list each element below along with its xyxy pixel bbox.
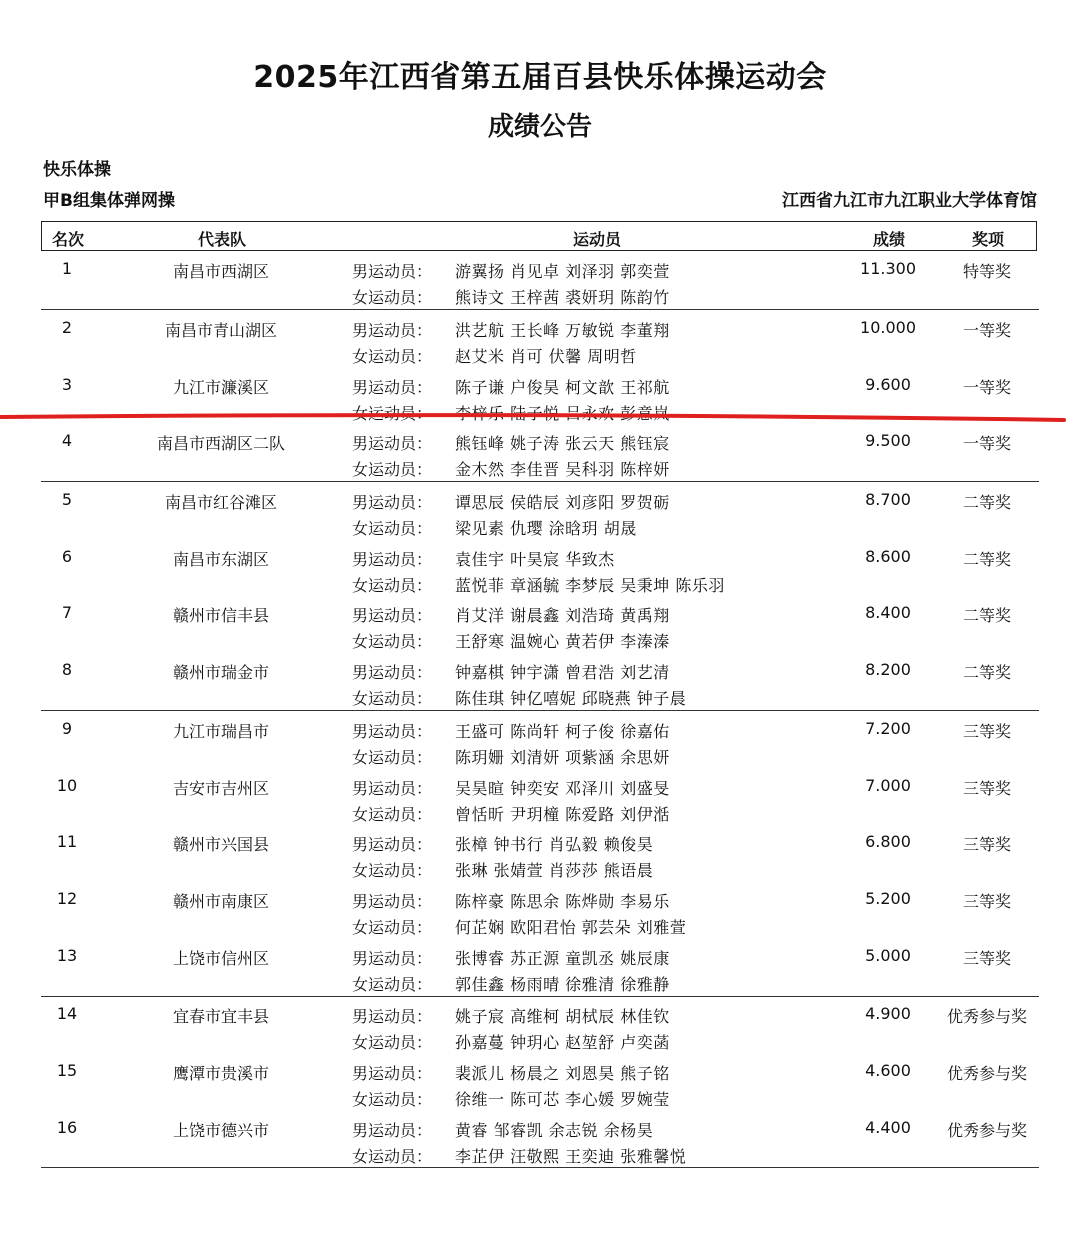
table-row [41,431,1039,487]
male-label: 男运动员： [352,262,433,281]
male-athletes: 陈子谦 户俊昊 柯文歆 王祁航 [455,378,670,397]
female-athletes: 金木然 李佳晋 吴科羽 陈梓妍 [455,460,670,479]
award-cell: 三等奖 [962,722,1012,741]
table-row [41,375,1039,431]
award-cell: 优秀参与奖 [946,1007,1028,1026]
award-cell: 二等奖 [962,550,1012,569]
female-athletes: 赵艾米 肖可 伏馨 周明哲 [455,347,637,366]
male-athletes: 王盛可 陈尚轩 柯子俊 徐嘉佑 [455,722,670,741]
female-label: 女运动员： [352,975,433,994]
table-row [41,490,1039,546]
header-team: 代表队 [197,230,247,249]
female-label: 女运动员： [352,1090,433,1109]
female-athletes: 李芷伊 汪敬熙 王奕迪 张雅馨悦 [455,1147,687,1166]
male-label: 男运动员： [352,779,433,798]
male-label: 男运动员： [352,663,433,682]
male-label: 男运动员： [352,378,433,397]
score-cell: 4.600 [865,1061,911,1080]
female-label: 女运动员： [352,1033,433,1052]
score-cell: 5.000 [865,946,911,965]
score-cell: 4.900 [865,1004,911,1023]
score-cell: 7.000 [865,776,911,795]
score-cell: 8.700 [865,490,911,509]
male-label: 男运动员： [352,493,433,512]
female-label: 女运动员： [352,805,433,824]
venue-name: 江西省九江市九江职业大学体育馆 [782,191,1037,211]
award-cell: 一等奖 [962,378,1012,397]
team-cell: 南昌市西湖区 [172,262,270,281]
female-athletes: 孙嘉蔓 钟玥心 赵堃舒 卢奕菡 [455,1033,670,1052]
female-athletes: 张琳 张婧萱 肖莎莎 熊语晨 [455,861,654,880]
event-name: 快乐体操 [43,160,111,180]
table-row [41,719,1039,775]
team-cell: 赣州市信丰县 [172,606,270,625]
rank-cell: 11 [56,832,78,851]
header-athletes: 运动员 [572,230,622,249]
rank-cell: 8 [61,660,73,679]
team-cell: 鹰潭市贵溪市 [172,1064,270,1083]
male-athletes: 张樟 钟书行 肖弘毅 赖俊昊 [455,835,654,854]
male-athletes: 吴昊暄 钟奕安 邓泽川 刘盛旻 [455,779,670,798]
award-cell: 二等奖 [962,493,1012,512]
score-cell: 8.200 [865,660,911,679]
rank-cell: 9 [61,719,73,738]
male-label: 男运动员： [352,1007,433,1026]
female-label: 女运动员： [352,689,433,708]
award-cell: 三等奖 [962,835,1012,854]
female-athletes: 何芷娴 欧阳君怡 郭芸朵 刘雅萱 [455,918,687,937]
award-cell: 优秀参与奖 [946,1121,1028,1140]
header-score: 成绩 [872,230,906,249]
male-label: 男运动员： [352,606,433,625]
group-name: 甲B组集体弹网操 [43,191,175,211]
group-divider [41,1167,1039,1168]
score-cell: 4.400 [865,1118,911,1137]
male-athletes: 裴派儿 杨晨之 刘恩昊 熊子铭 [455,1064,670,1083]
female-athletes: 李梓乐 陆子悦 吕永欢 彭意岚 [455,404,670,423]
table-row [41,660,1039,716]
male-label: 男运动员： [352,1121,433,1140]
award-cell: 优秀参与奖 [946,1064,1028,1083]
rank-cell: 14 [56,1004,78,1023]
table-row [41,889,1039,945]
score-cell: 10.000 [860,318,916,337]
female-label: 女运动员： [352,1147,433,1166]
male-label: 男运动员： [352,892,433,911]
female-athletes: 曾恬昕 尹玥橦 陈爱路 刘伊湉 [455,805,670,824]
female-label: 女运动员： [352,519,433,538]
female-athletes: 陈玥姗 刘清妍 项紫涵 余思妍 [455,748,670,767]
group-divider [41,481,1039,482]
rank-cell: 12 [56,889,78,908]
table-row [41,832,1039,888]
female-label: 女运动员： [352,861,433,880]
award-cell: 二等奖 [962,663,1012,682]
team-cell: 上饶市信州区 [172,949,270,968]
award-cell: 一等奖 [962,321,1012,340]
male-athletes: 张博睿 苏正源 童凯丞 姚辰康 [455,949,670,968]
group-divider [41,996,1039,997]
table-row [41,318,1039,374]
male-label: 男运动员： [352,321,433,340]
table-row [41,776,1039,832]
page-title: 2025年江西省第五届百县快乐体操运动会 [253,60,827,95]
award-cell: 二等奖 [962,606,1012,625]
score-cell: 8.400 [865,603,911,622]
table-header [41,221,1037,251]
female-label: 女运动员： [352,460,433,479]
female-label: 女运动员： [352,632,433,651]
rank-cell: 4 [61,431,73,450]
male-label: 男运动员： [352,722,433,741]
team-cell: 吉安市吉州区 [172,779,270,798]
team-cell: 赣州市南康区 [172,892,270,911]
rank-cell: 10 [56,776,78,795]
rank-cell: 2 [61,318,73,337]
score-cell: 6.800 [865,832,911,851]
female-label: 女运动员： [352,918,433,937]
group-divider [41,710,1039,711]
award-cell: 一等奖 [962,434,1012,453]
rank-cell: 5 [61,490,73,509]
male-athletes: 熊钰峰 姚子涛 张云天 熊钰宸 [455,434,670,453]
male-label: 男运动员： [352,949,433,968]
male-label: 男运动员： [352,434,433,453]
team-cell: 南昌市东湖区 [172,550,270,569]
team-cell: 赣州市瑞金市 [172,663,270,682]
score-cell: 8.600 [865,547,911,566]
male-athletes: 肖艾洋 谢晨鑫 刘浩琦 黄禹翔 [455,606,670,625]
table-row [41,1004,1039,1060]
table-row [41,259,1039,315]
table-row [41,946,1039,1002]
male-athletes: 谭思辰 侯皓辰 刘彦阳 罗贺砺 [455,493,670,512]
group-divider [41,309,1039,310]
female-athletes: 王舒寒 温婉心 黄若伊 李溱溱 [455,632,670,651]
male-athletes: 陈梓豪 陈思余 陈烨勋 李易乐 [455,892,670,911]
female-label: 女运动员： [352,576,433,595]
rank-cell: 1 [61,259,73,278]
male-label: 男运动员： [352,1064,433,1083]
female-athletes: 熊诗文 王梓茜 裘妍玥 陈韵竹 [455,288,670,307]
score-cell: 9.600 [865,375,911,394]
female-athletes: 蓝悦菲 章涵毓 李梦辰 吴秉坤 陈乐羽 [455,576,725,595]
award-cell: 三等奖 [962,949,1012,968]
rank-cell: 3 [61,375,73,394]
team-cell: 南昌市西湖区二队 [156,434,286,453]
score-cell: 11.300 [860,259,916,278]
rank-cell: 15 [56,1061,78,1080]
score-cell: 5.200 [865,889,911,908]
male-athletes: 姚子宸 高维柯 胡栻辰 林佳钦 [455,1007,670,1026]
score-cell: 7.200 [865,719,911,738]
male-label: 男运动员： [352,550,433,569]
team-cell: 宜春市宜丰县 [172,1007,270,1026]
female-athletes: 梁见素 仇璎 涂晗玥 胡晟 [455,519,637,538]
team-cell: 九江市瑞昌市 [172,722,270,741]
page-subtitle: 成绩公告 [487,112,592,142]
female-label: 女运动员： [352,404,433,423]
female-label: 女运动员： [352,748,433,767]
female-athletes: 徐维一 陈可芯 李心媛 罗婉莹 [455,1090,670,1109]
table-row [41,547,1039,603]
team-cell: 南昌市红谷滩区 [164,493,278,512]
rank-cell: 13 [56,946,78,965]
award-cell: 特等奖 [962,262,1012,281]
team-cell: 南昌市青山湖区 [164,321,278,340]
rank-cell: 7 [61,603,73,622]
rank-cell: 6 [61,547,73,566]
female-athletes: 陈佳琪 钟亿嘻妮 邱晓燕 钟子晨 [455,689,687,708]
male-athletes: 钟嘉棋 钟宇潇 曾君浩 刘艺清 [455,663,670,682]
award-cell: 三等奖 [962,779,1012,798]
team-cell: 赣州市兴国县 [172,835,270,854]
team-cell: 九江市濂溪区 [172,378,270,397]
female-athletes: 郭佳鑫 杨雨晴 徐雅清 徐雅静 [455,975,670,994]
header-award: 奖项 [971,230,1005,249]
table-row [41,1061,1039,1117]
male-athletes: 游翼扬 肖见卓 刘泽羽 郭奕萱 [455,262,670,281]
award-cell: 三等奖 [962,892,1012,911]
female-label: 女运动员： [352,288,433,307]
score-cell: 9.500 [865,431,911,450]
male-athletes: 袁佳宇 叶昊宸 华致杰 [455,550,615,569]
team-cell: 上饶市德兴市 [172,1121,270,1140]
rank-cell: 16 [56,1118,78,1137]
header-rank: 名次 [51,230,85,249]
female-label: 女运动员： [352,347,433,366]
table-row [41,1118,1039,1174]
male-athletes: 黄睿 邹睿凯 余志锐 余杨昊 [455,1121,654,1140]
male-label: 男运动员： [352,835,433,854]
table-row [41,603,1039,659]
male-athletes: 洪艺航 王长峰 万敏锐 李董翔 [455,321,670,340]
